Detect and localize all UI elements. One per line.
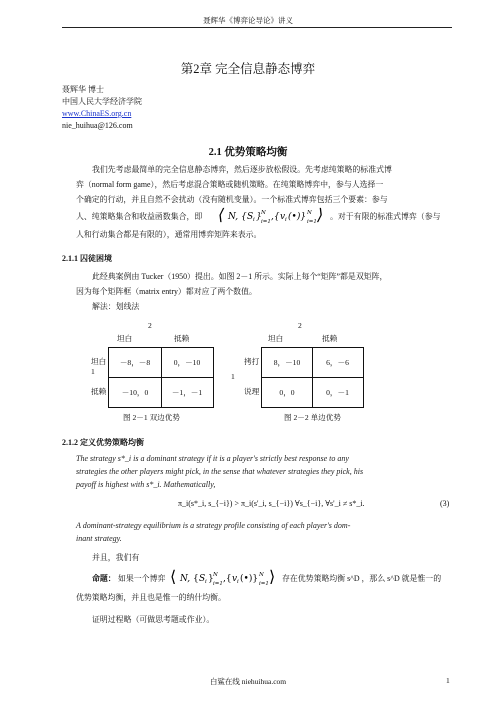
pd-line2: 因为每个矩阵框（matrix entry）都对应了两个数值。 [76,287,257,296]
running-header: 聂辉华《博弈论导论》讲义 [203,16,293,25]
fig2-col-label: 坦白 [268,334,284,343]
svg-text:S: S [247,212,254,222]
svg-text:⟨: ⟨ [170,568,177,586]
proposition-line2: 优势策略均衡，并且也是惟一的纳什均衡。 [76,593,226,602]
fig1-row-label: 抵赖 [91,387,107,396]
def1-line3: payoff is highest with s*_i. Mathematically, [76,480,216,489]
proposition-formula-svg [170,568,280,588]
svg-text:N,: N, [180,574,191,584]
fig2-row-player: 1 [231,372,235,381]
svg-text:i: i [253,217,255,223]
equation: π_i(s*_i, s_{−i}) > π_i(s'_i, s_{−i}) ∀s_{−i}, ∀s'_i ≠ s*_i. [178,499,365,508]
payoff-cell: －8，－8 [119,358,151,367]
fig1-col-label: 坦白 [117,334,133,343]
payoff-cell: －10，0 [121,388,149,397]
chapter-title: 第2章 完全信息静态博弈 [180,62,316,76]
para1-line4b: 。对于有限的标准式博弈（参与 [330,212,441,221]
payoff-cell: 0，－1 [326,388,349,397]
svg-text:i=1: i=1 [261,219,271,225]
fig1-caption: 图 2－1 双边优势 [123,413,180,422]
svg-text:N: N [261,210,266,216]
svg-text:i=1: i=1 [213,581,223,587]
matrix-divider [262,377,363,378]
fig2-row-label: 说理 [244,387,260,396]
game-formula-svg [218,206,328,226]
fig2-col-player: 2 [298,321,302,330]
matrix-divider [109,377,213,378]
proposition-text-b: 存在优势策略均衡 s^D ，那么 s^D 就是惟一的 [282,574,442,583]
svg-text:{: { [241,212,247,222]
svg-text:i: i [285,217,287,223]
svg-text:(•)}: (•)} [240,574,259,584]
fig1-col-label: 抵赖 [174,334,190,343]
and-we-have: 并且，我们有 [92,553,140,562]
svg-text:i: i [205,579,207,585]
footer-source: 白鲨在线 niehuihua.com [209,677,287,686]
svg-text:N: N [259,572,264,578]
svg-text:i=1: i=1 [259,581,269,587]
payoff-cell: 0，－10 [173,358,201,367]
page-number: 1 [446,676,450,685]
proposition-formula [170,568,280,593]
payoff-cell: －1，－1 [171,388,203,397]
pd-line1: 此经典案例由 Tucker（1950）提出。如图 2－1 所示。实际上每个“矩阵”都是双矩阵， [92,272,388,281]
subsection-title: 2.1.1 囚徒困境 [62,254,112,263]
subsection-title: 2.1.2 定义优势策略均衡 [62,438,144,447]
def1-line2: strategies the other players might pick, in the sense that whatever strategies they pick, his [76,467,364,476]
proposition-text-a: 如果一个博弈 [118,574,166,583]
para1-line5: 人和行动集合都是有限的），通常用博弈矩阵来表示。 [76,230,262,239]
svg-text:⟩: ⟩ [269,568,276,586]
section-title: 2.1 优势策略均衡 [208,147,288,158]
svg-text:}: } [256,212,262,222]
svg-text:}: } [208,574,214,584]
fig2-caption: 图 2－2 单边优势 [284,413,341,422]
svg-text:v: v [232,574,238,584]
pd-line3: 解法：划线法 [92,302,140,311]
payoff-cell: 8，－10 [273,358,301,367]
svg-text:v: v [280,212,286,222]
svg-text:S: S [199,574,206,584]
svg-text:⟩: ⟩ [317,206,324,224]
svg-text:,{: ,{ [223,574,232,584]
svg-text:,{: ,{ [271,212,280,222]
equation-number: (3) [440,499,450,508]
svg-text:i=1: i=1 [307,219,317,225]
para1-line1: 我们先考虑最简单的完全信息静态博弈，然后逐步放松假设。先考虑纯策略的标准式博 [92,165,392,174]
proposition-label: 命题： [92,574,116,583]
proof-note: 证明过程略（可做思考题或作业）。 [92,615,215,624]
game-formula [218,206,328,228]
author-affiliation: 中国人民大学经济学院 [62,97,142,106]
fig1-row-label: 坦白 [91,357,107,366]
author-email: nie_huihua@126.com [62,121,133,130]
svg-text:(•)}: (•)} [288,212,307,222]
def2-line2: inant strategy. [76,534,122,543]
svg-text:N: N [213,572,218,578]
svg-text:N,: N, [228,212,239,222]
author-website-link[interactable]: www.ChinaES.org.cn [62,109,132,118]
fig2-matrix [261,347,364,408]
fig1-matrix [108,347,214,408]
def1-line1: The strategy s*_i is a dominant strategy if it is a player's strictly best response to any [76,454,349,463]
payoff-cell: 6，－6 [326,358,349,367]
svg-text:i: i [237,579,239,585]
svg-text:N: N [307,210,312,216]
para1-line2: 弈（normal form game），然后考虑混合策略或随机策略。在纯策略博弈中，参与人选择一 [76,180,384,189]
header-rule [62,27,452,28]
payoff-cell: 0，0 [279,388,295,397]
author-name: 聂辉华 博士 [62,85,104,94]
fig1-col-player: 2 [148,321,152,330]
para1-line4a: 人、纯策略集合和收益函数集合，即 [76,212,203,221]
def2-line1: A dominant-strategy equilibrium is a strategy profile consisting of each player's dom- [76,521,351,530]
svg-text:⟨: ⟨ [218,206,225,224]
para1-line3: 个确定的行动，并且自然不会扰动（没有随机变量）。一个标准式博弈包括三个要素：参与 [76,195,388,204]
svg-text:{: { [193,574,199,584]
fig2-col-label: 抵赖 [322,334,338,343]
fig2-row-label: 拷打 [244,357,260,366]
fig1-row-player: 1 [91,367,95,376]
